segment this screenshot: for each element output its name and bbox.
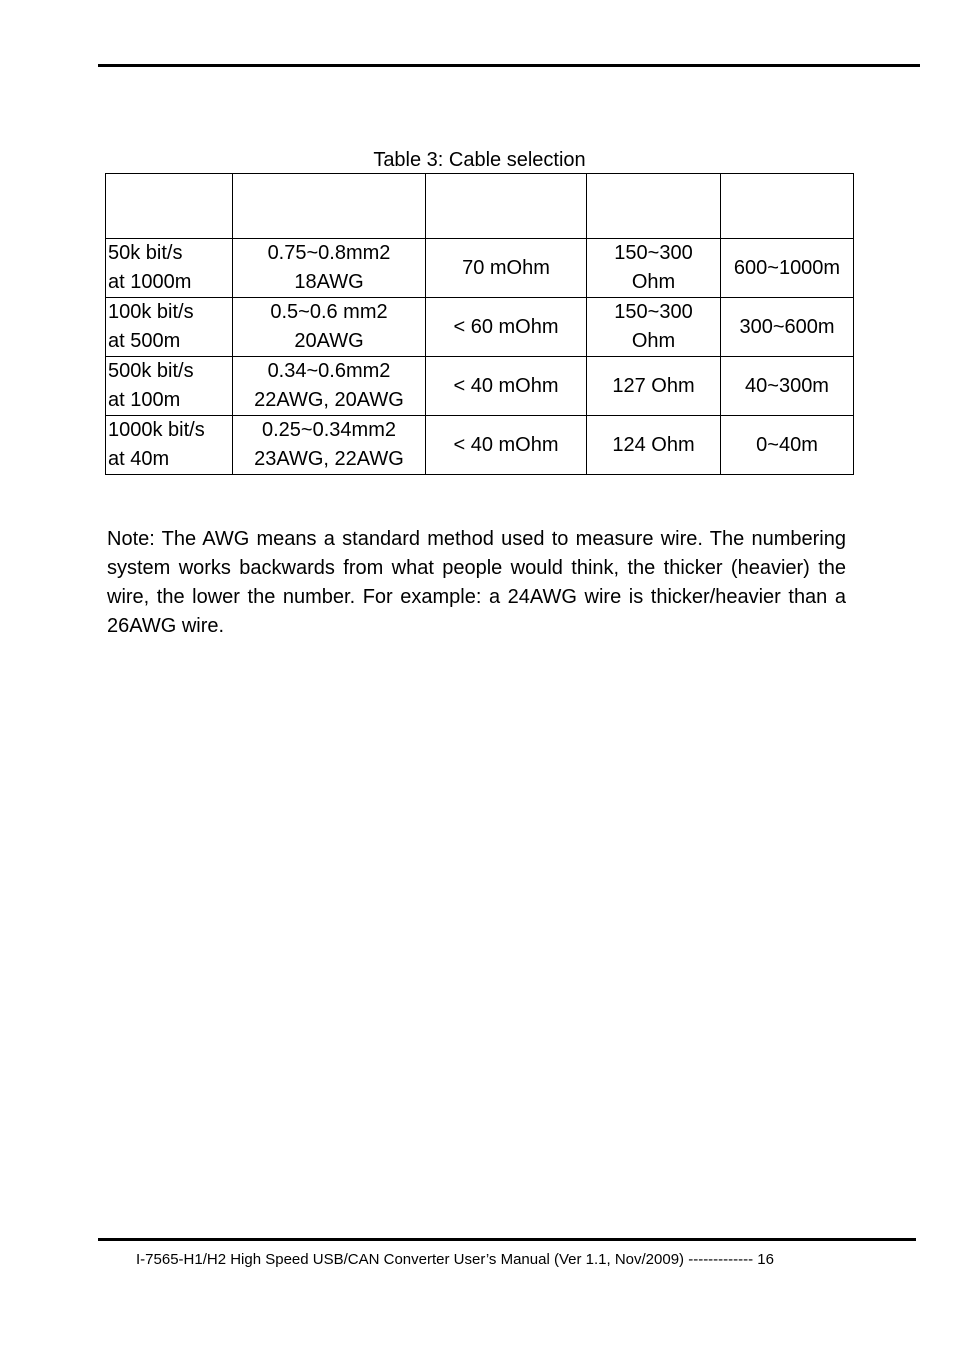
awg-note: Note: The AWG means a standard method used to measure wire. The numbering system works backwards from what people would think, the thicker (heavier) the wire, the lower the number. For example: a 24AWG wire is thicker/heavier than a 26AWG wire. — [107, 528, 846, 637]
bit-rate-cell — [106, 416, 233, 475]
cross-section-cell — [233, 298, 426, 357]
header-cell — [721, 174, 854, 239]
termination-text: 150~300 — [614, 242, 693, 264]
bit-rate-cell — [106, 298, 233, 357]
bus-length-text: at 40m — [108, 448, 170, 470]
cross-section-cell — [233, 416, 426, 475]
length-cell: 40~300m — [721, 357, 854, 416]
table-row — [106, 416, 854, 475]
resistance-cell: < 40 mOhm — [426, 416, 587, 475]
awg-text: 23AWG, 22AWG — [254, 448, 404, 470]
table-header-row — [106, 174, 854, 239]
bus-length-text: at 1000m — [108, 271, 192, 293]
cross-section-text: 0.34~0.6mm2 — [267, 360, 391, 382]
header-cell — [233, 174, 426, 239]
table-row — [106, 239, 854, 298]
footer-rule — [98, 1238, 916, 1241]
bit-rate-text: 50k bit/s — [108, 242, 183, 264]
cross-section-cell — [233, 239, 426, 298]
table-caption: Table 3: Cable selection — [373, 149, 586, 171]
awg-text: 18AWG — [294, 271, 364, 293]
bit-rate-text: 1000k bit/s — [108, 419, 205, 441]
header-cell — [106, 174, 233, 239]
awg-text: 22AWG, 20AWG — [254, 389, 404, 411]
resistance-cell: 70 mOhm — [426, 239, 587, 298]
cross-section-text: 0.75~0.8mm2 — [267, 242, 391, 264]
cross-section-text: 0.5~0.6 mm2 — [270, 301, 388, 323]
table-row — [106, 357, 854, 416]
bit-rate-text: 100k bit/s — [108, 301, 194, 323]
length-cell: 600~1000m — [721, 239, 854, 298]
page-footer: I-7565-H1/H2 High Speed USB/CAN Converter User’s Manual (Ver 1.1, Nov/2009) ------------- 16 — [136, 1251, 774, 1268]
termination-unit: Ohm — [631, 330, 676, 352]
termination-cell — [587, 298, 721, 357]
cable-selection-table — [105, 173, 854, 475]
cross-section-text: 0.25~0.34mm2 — [262, 419, 396, 441]
termination-text: 150~300 — [614, 301, 693, 323]
header-rule — [98, 64, 920, 67]
bus-length-text: at 500m — [108, 330, 181, 352]
bus-length-text: at 100m — [108, 389, 181, 411]
table-row — [106, 298, 854, 357]
header-cell — [587, 174, 721, 239]
bit-rate-cell — [106, 239, 233, 298]
length-cell: 0~40m — [721, 416, 854, 475]
termination-cell: 124 Ohm — [587, 416, 721, 475]
termination-unit: Ohm — [631, 271, 676, 293]
termination-cell — [587, 239, 721, 298]
termination-cell: 127 Ohm — [587, 357, 721, 416]
bit-rate-cell — [106, 357, 233, 416]
header-cell — [426, 174, 587, 239]
length-cell: 300~600m — [721, 298, 854, 357]
bit-rate-text: 500k bit/s — [108, 360, 194, 382]
resistance-cell: < 60 mOhm — [426, 298, 587, 357]
awg-text: 20AWG — [294, 330, 364, 352]
resistance-cell: < 40 mOhm — [426, 357, 587, 416]
cross-section-cell — [233, 357, 426, 416]
